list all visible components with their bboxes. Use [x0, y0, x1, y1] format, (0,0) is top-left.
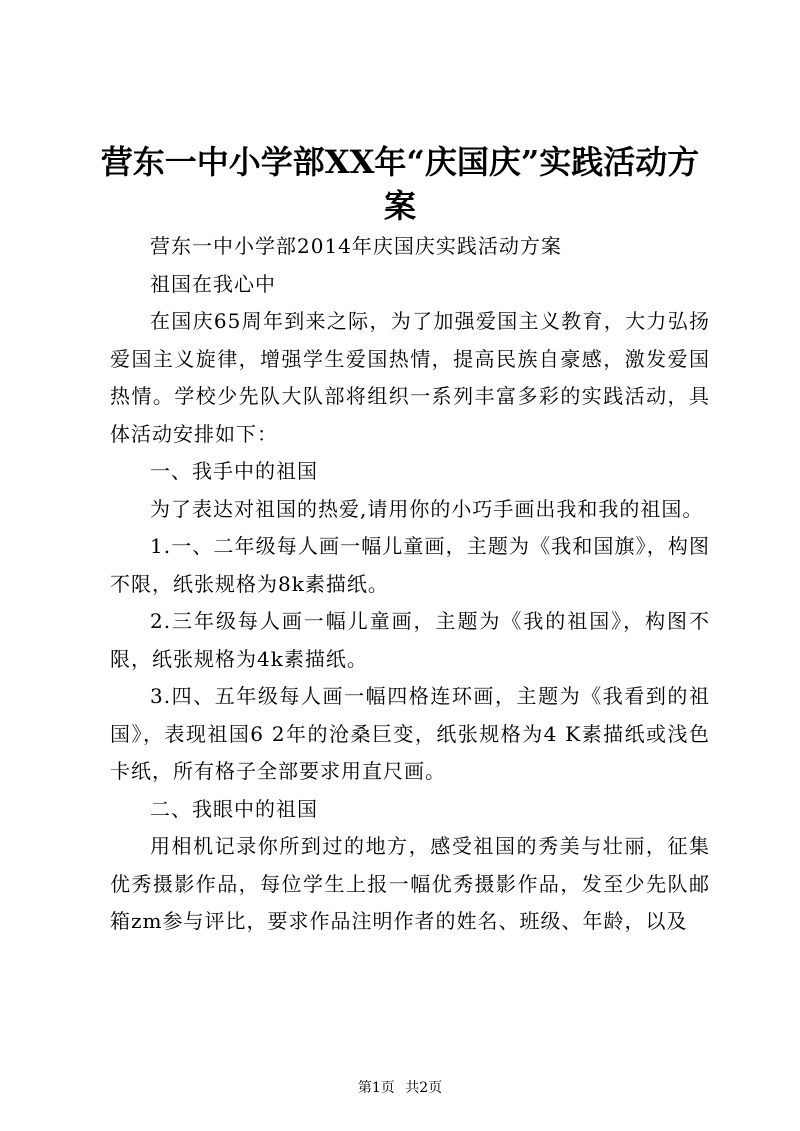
paragraph-subtitle: 营东一中小学部2014年庆国庆实践活动方案 [150, 234, 562, 258]
paragraph-section-2: 用相机记录你所到过的地方，感受祖国的秀美与壮丽，征集优秀摄影作品，每位学生上报一幅优秀摄影作品，发至少先队邮箱zm参与评比，要求作品注明作者的姓名、班级、年龄，以及 [110, 834, 710, 933]
document-body [110, 228, 710, 941]
page-total: 共2页 [405, 1080, 443, 1096]
paragraph-section-1-intro: 为了表达对祖国的热爱,请用你的小巧手画出我和我的祖国。 [150, 496, 704, 521]
list-item-3: 3.四、五年级每人画一幅四格连环画，主题为《我看到的祖国》，表现祖国6 2年的沧桑巨变，纸张规格为4 K素描纸或浅色卡纸，所有格子全部要求用直尺画。 [110, 684, 710, 783]
page-number: 第1页 [357, 1080, 395, 1096]
section-heading-1: 一、我手中的祖国 [150, 459, 318, 483]
paragraph-intro: 在国庆65周年到来之际，为了加强爱国主义教育，大力弘扬爱国主义旋律，增强学生爱国热情，提高民族自豪感，激发爱国热情。学校少先队大队部将组织一系列丰富多彩的实践活动，具体活动安排如下： [110, 309, 710, 446]
list-item-2: 2.三年级每人画一幅儿童画，主题为《我的祖国》，构图不限，纸张规格为4k素描纸。 [110, 609, 710, 671]
page-title: 营东一中小学部XX年“庆国庆”实践活动方案 [100, 143, 700, 225]
page-footer [0, 1078, 800, 1098]
list-item-1: 1.一、二年级每人画一幅儿童画，主题为《我和国旗》，构图不限，纸张规格为8k素描纸。 [110, 534, 710, 596]
paragraph-theme: 祖国在我心中 [150, 271, 276, 296]
section-heading-2: 二、我眼中的祖国 [150, 796, 318, 821]
